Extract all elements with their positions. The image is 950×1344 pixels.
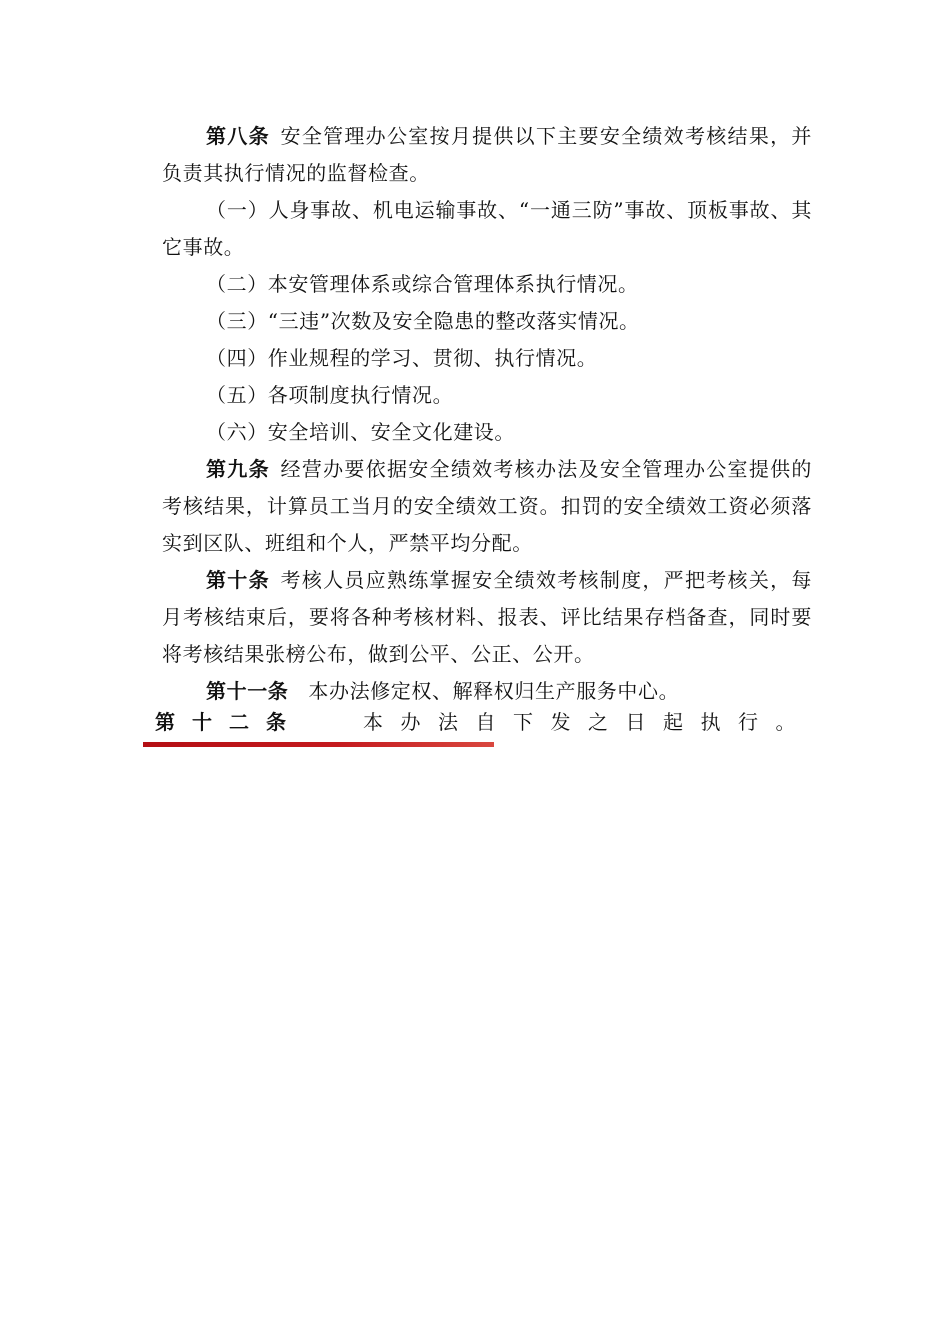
list-item: （二）本安管理体系或综合管理体系执行情况。 [206, 272, 639, 296]
article-8-body: 安全管理办公室按月提供以下主要安全绩效考核结果，并负责其执行情况的监督检查。 [162, 124, 812, 185]
article-9-body: 经营办要依据安全绩效考核办法及安全管理办公室提供的考核结果，计算员工当月的安全绩效工资。扣罚的安全绩效工资必须落实到区队、班组和个人，严禁平均分配。 [162, 457, 812, 555]
list-item: （五）各项制度执行情况。 [206, 383, 454, 407]
article-12-title: 第十二条 [155, 710, 303, 734]
article-8 [162, 118, 812, 192]
article-10-title: 第十条 [206, 568, 270, 592]
list-item: （一）人身事故、机电运输事故、“一通三防”事故、顶板事故、其它事故。 [162, 198, 812, 259]
article-10-body: 考核人员应熟练掌握安全绩效考核制度，严把考核关，每月考核结束后，要将各种考核材料、报表、评比结果存档备查，同时要将考核结果张榜公布，做到公平、公正、公开。 [162, 568, 812, 666]
document-body [162, 118, 812, 710]
article-11-title: 第十一条 [206, 679, 289, 703]
article-12 [155, 704, 815, 741]
red-divider-rule [143, 742, 494, 747]
article-11-body: 本办法修定权、解释权归生产服务中心。 [308, 679, 680, 703]
list-item: （三）“三违”次数及安全隐患的整改落实情况。 [206, 309, 640, 333]
article-9 [162, 451, 812, 562]
article-10 [162, 562, 812, 673]
list-item: （四）作业规程的学习、贯彻、执行情况。 [206, 346, 598, 370]
article-12-body: 本办法自下发之日起执行。 [363, 710, 813, 734]
article-8-title: 第八条 [206, 124, 270, 148]
article-9-title: 第九条 [206, 457, 270, 481]
list-item: （六）安全培训、安全文化建设。 [206, 420, 515, 444]
